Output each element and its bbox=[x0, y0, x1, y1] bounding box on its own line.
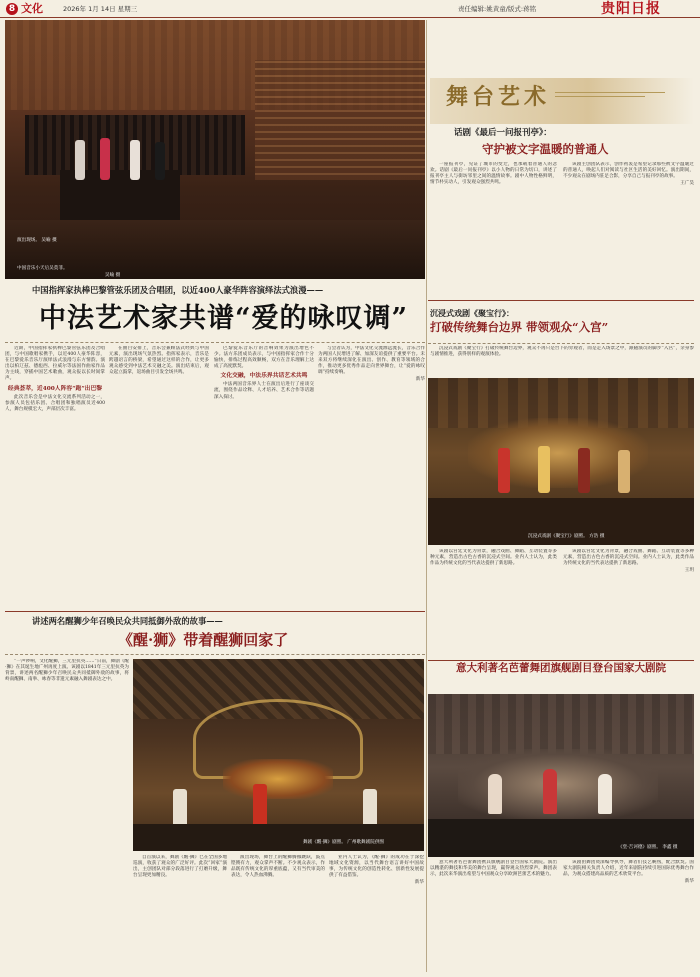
immersive-drama-caption: 沉浸式戏剧《聚宝行》剧照。 方浩 摄 bbox=[528, 534, 605, 539]
article5-col2 bbox=[563, 860, 694, 972]
article3-col2b-text: 该剧以宫廷文化为背景，融合戏曲、舞蹈、互动装置等多种元素，营造出古色古香的沉浸式空间。业内人士认为，此类作品为传统文化的当代表达提供了新思路。 bbox=[563, 549, 694, 567]
feature-logo-banner bbox=[430, 78, 694, 124]
article4-col4-text: 业内人士认为，《醒·狮》的成功在于深挖地域文化资源，以当代舞台语言讲好中国故事，为传统文化的创造性转化、创新性发展提供了有益借鉴。 bbox=[329, 855, 424, 879]
article2-kicker: 话剧《最后一问报刊亭》： bbox=[454, 128, 552, 138]
article2-col1 bbox=[430, 162, 557, 290]
editor-credits: 责任编辑:姚黄童/版式:蒋铭 bbox=[458, 5, 537, 13]
concert-photo-caption-2: 中国音乐小天后吴莫菲。 bbox=[17, 266, 68, 271]
article4-col4 bbox=[329, 855, 424, 972]
article1-col4 bbox=[318, 346, 425, 594]
immersive-drama-photo bbox=[428, 378, 694, 545]
lion-dance-caption: 舞剧《醒·狮》剧照。 广州歌舞剧院供图 bbox=[303, 840, 385, 845]
article5-byline: 新华 bbox=[684, 879, 694, 885]
article1-headline: 中法艺术家共谱“爱的咏叹调” bbox=[39, 303, 409, 334]
article3-byline: 王玥 bbox=[684, 568, 694, 574]
article1-subhead-1: 经典荟萃，近400人阵容“跑”出巴黎 bbox=[7, 385, 103, 392]
article3-headline: 打破传统舞台边界 带领观众“入宫” bbox=[430, 320, 609, 334]
article3-col-left bbox=[430, 549, 557, 677]
article1-col3 bbox=[214, 346, 314, 594]
article2-col1-text: 一座报刊亭，见证了城市的变迁，也承载着普通人的悲欢。话剧《最后一问报刊亭》以小人物的日常为切口，讲述了报刊亭主人与街坊邻里之间的温情故事。剧中人物性格鲜明，情节朴实动人，引发观众强烈共鸣。 bbox=[430, 162, 557, 186]
divider bbox=[428, 660, 694, 661]
column-separator bbox=[426, 20, 427, 972]
article1-byline: 新华 bbox=[415, 377, 425, 383]
article4-byline: 新华 bbox=[414, 880, 424, 886]
divider bbox=[5, 611, 425, 612]
article5-col1-text: 意大利著名芭蕾舞团携其旗舰剧目登台国家大剧院。演出以精湛的舞技和华美的舞台呈现，赢得观众热烈掌声。舞团表示，此次来华演出希望与中国观众分享欧洲芭蕾艺术的魅力。 bbox=[430, 860, 557, 878]
article2-col2 bbox=[563, 162, 694, 290]
ballet-photo bbox=[428, 694, 694, 857]
concert-photo-credit: 吴喻 摄 bbox=[105, 273, 121, 278]
article2-headline: 守护被文字温暖的普通人 bbox=[482, 142, 609, 156]
ballet-photo-caption: 《堂·吉诃德》剧照。 李鑫 摄 bbox=[618, 845, 678, 850]
article3-lead bbox=[430, 346, 694, 376]
article4-col1 bbox=[5, 659, 129, 972]
divider bbox=[5, 654, 425, 655]
article4-col2-text: 自首演以来，舞剧《醒·狮》已在全国多地巡演，收获了观众的广泛好评。此次“回家”演出，主创团队对部分段落进行了打磨升级，舞台呈现更加精良。 bbox=[133, 855, 227, 879]
concert-photo bbox=[5, 20, 425, 279]
article2-byline: 王广昊 bbox=[680, 181, 694, 187]
newspaper-logo: 贵阳日报 bbox=[601, 1, 661, 17]
section-name: 文化 bbox=[21, 2, 43, 15]
article3-kicker: 沉浸式戏剧《聚宝行》： bbox=[430, 308, 514, 318]
article5-col2-text: 该剧由舞团资深编导执导，舞者们技艺娴熟，配合默契。国家大剧院相关负责人介绍，近年来剧院持续引进国际优秀舞台作品，为观众搭建高品质的艺术欣赏平台。 bbox=[563, 860, 694, 878]
article4-col3 bbox=[231, 855, 325, 972]
divider bbox=[428, 300, 694, 301]
article1-col3b-text: 中法两国音乐界人士在演出后进行了座谈交流，围绕作品诠释、人才培养、艺术合作等话题深入探讨。 bbox=[214, 382, 314, 400]
article4-col3-text: 演出现场，舞台上的醒狮腾挪跳跃，鼓点铿锵有力，观众掌声不断。不少观众表示，作品既有传统文化的厚重底蕴，又有当代审美的表达，令人热血沸腾。 bbox=[231, 855, 325, 879]
article4-col1-text: “一声锣响，文化醒狮，三元里抗英……”日前，舞剧《醒·狮》在其诞生地广州再度上演。该剧以1841年三元里抗英为背景，讲述两名醒狮少年召唤民众共同抵御外敌的故事，将岭南醒狮、南拳、咏春等非遗元素融入舞剧表达之中。 bbox=[5, 659, 129, 683]
article1-col1-text: 近期，中国指挥家执棒巴黎管弦乐团及合唱团，与中国歌唱家携手，以近400人豪华阵容，在巴黎爱乐音乐厅演绎法式浪漫与东方情韵。演出以柏辽兹、德彪西、拉威尔等法国作曲家作品为主线，穿插中国艺术歌曲，观众报以长时间掌声。 bbox=[5, 346, 105, 382]
article4-col2 bbox=[133, 855, 227, 972]
article1-col2-text: 在曲目安排上，音乐会兼顾法式经典与中国元素，演出现场气氛热烈。指挥家表示，音乐是跨越语言的桥梁，希望通过这样的合作，让更多观众感受到中法艺术交融之美。演出结束后，观众起立鼓掌，返场曲目引发全场共鸣。 bbox=[109, 346, 209, 376]
page-number: 8 bbox=[6, 3, 18, 15]
article1-subhead-2: 文化交融，中法乐界共话艺术共鸣 bbox=[220, 373, 308, 380]
divider bbox=[428, 343, 694, 344]
article4-kicker: 讲述两名醒狮少年召唤民众共同抵御外敌的故事—— bbox=[32, 616, 223, 626]
article1-col4-text: 与会者认为，中法文化交流源远流长，音乐合作为两国人民增进了解、加深友谊提供了重要平台。未来双方将继续深化在演出、创作、教育等领域的合作，推动更多优秀作品走向世界舞台，让“爱的咏叹调”持续奏响。 bbox=[318, 346, 425, 376]
article3-col1-text: 沉浸式戏剧《聚宝行》打破传统舞台边界，观众不再只是台下的旁观者，而是走入场景之中，跟随演员的脚步“入宫”，亲身参与剧情推进，获得别样的观演体验。 bbox=[430, 346, 694, 358]
lion-dance-photo bbox=[133, 659, 424, 851]
article1-col3-text: 巴黎爱乐音乐厅的音响效果为演出增色不少。法方乐团成员表示，与中国指挥家合作十分愉快，排练过程高效顺畅，双方在音乐理解上达成了高度默契。 bbox=[214, 346, 314, 370]
article1-col1b-text: 此次音乐会是中法文化交流系列活动之一，参演人员包括乐团、合唱团和独唱演员近400人，舞台规模宏大，声部层次丰富。 bbox=[5, 394, 105, 412]
article3-col2-text: 该剧以宫廷文化为背景，融合戏曲、舞蹈、互动装置等多种元素，营造出古色古香的沉浸式空间。业内人士认为，此类作品为传统文化的当代表达提供了新思路。 bbox=[430, 549, 557, 567]
page-header-band bbox=[0, 0, 700, 18]
article1-col1 bbox=[5, 346, 105, 594]
article2-col2-text: 该剧主创团队表示，创作初衷是希望记录那些被文字温暖过的普通人，唤起人们对阅读与社区生活的美好回忆。演出期间，不少观众在剧场内驻足合影，分享自己与报刊亭的故事。 bbox=[563, 162, 694, 180]
article1-col2 bbox=[109, 346, 209, 594]
article5-headline: 意大利著名芭蕾舞团旗舰剧目登台国家大剧院 bbox=[456, 662, 666, 674]
article5-col1 bbox=[430, 860, 557, 972]
issue-date: 2026年 1月 14日 星期三 bbox=[63, 5, 138, 13]
article1-kicker: 中国指挥家执棒巴黎管弦乐团及合唱团，以近400人豪华阵容演绎法式浪漫—— bbox=[32, 285, 324, 295]
article4-headline: 《醒·狮》带着醒狮回家了 bbox=[118, 631, 289, 649]
concert-photo-caption: 演出现场。 吴喻 摄 bbox=[17, 238, 57, 243]
feature-logo-text: 舞台艺术 bbox=[446, 84, 551, 110]
article3-col-right bbox=[563, 549, 694, 677]
divider bbox=[5, 342, 425, 343]
